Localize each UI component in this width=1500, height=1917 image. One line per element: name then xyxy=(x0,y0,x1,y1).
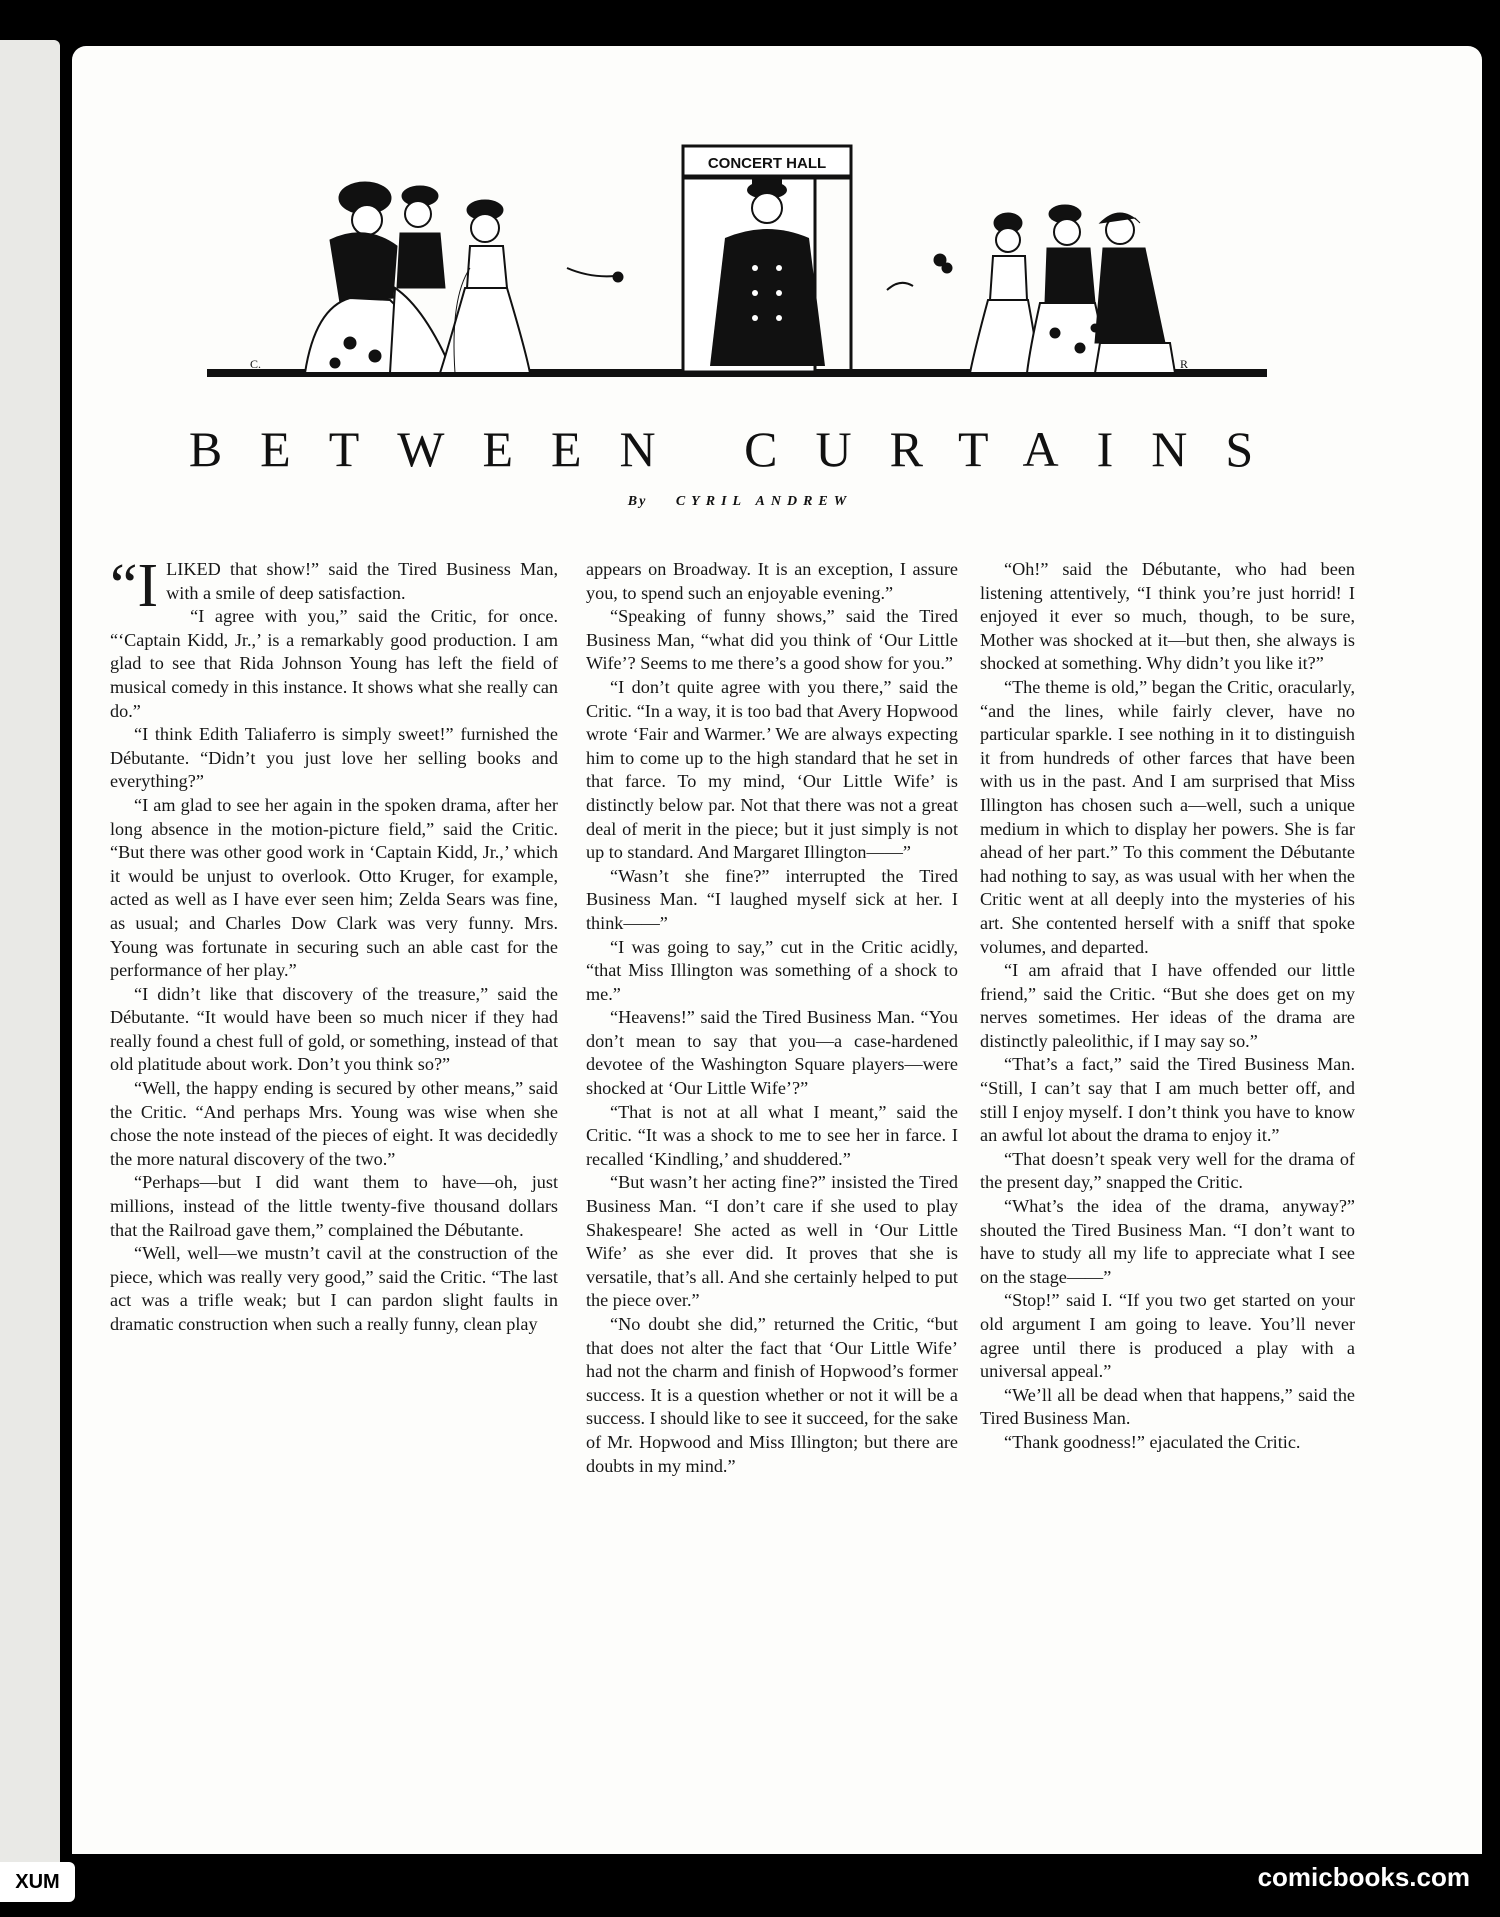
right-ladies-figure xyxy=(934,205,1175,373)
paragraph: “That is not at all what I meant,” said the Critic. “It was a shock to me to see her in farce. I recalled ‘Kindling,’ and shuddered.” xyxy=(586,1101,958,1169)
article-column-2 xyxy=(586,558,958,1478)
source-tag: XUM xyxy=(0,1862,75,1902)
paragraph: “Speaking of funny shows,” said the Tired Business Man, “what did you think of ‘Our Little Wife’? Seems to me there’s a good show for you.” xyxy=(586,606,958,674)
paragraph: “I am afraid that I have offended our little friend,” said the Critic. “But she does get on my nerves sometimes. Her ideas of the drama are distinctly paleolithic, if I may say so.” xyxy=(980,960,1355,1051)
paragraph: LIKED that show!” said the Tired Business Man, with a smile of deep satisfaction. xyxy=(166,559,558,603)
brand-watermark: comicbooks.com xyxy=(1257,1862,1470,1892)
byline-author: CYRIL ANDREW xyxy=(675,494,853,509)
article-column-1 xyxy=(110,552,558,1337)
paragraph: “The theme is old,” began the Critic, oracularly, “and the lines, while fairly clever, have no particular sparkle. I see nothing in it to distinguish it from hundreds of other farces that have been with us in the past. And I am surprised that Miss Illington has chosen such a—well, such a unique medium in which to display her powers. She is far ahead of her part.” To this comment the Débutante had nothing to say, as was usual with her when the Critic went at all deeply into the mysteries of his art. She contented herself with a sniff that spoke volumes, and departed. xyxy=(980,676,1355,957)
paragraph: “Wasn’t she fine?” interrupted the Tired Business Man. “I laughed myself sick at her. I think——” xyxy=(586,865,958,933)
article-column-3 xyxy=(980,558,1355,1455)
byline-prefix: By xyxy=(627,494,648,509)
paragraph: “Well, well—we mustn’t cavil at the construction of the piece, which was really very good,” said the Critic. “The last act was a trifle weak; but I can pardon slight faults in dramatic construction when such a really funny, clean play xyxy=(110,1243,558,1334)
book-spine xyxy=(0,40,60,1870)
paragraph: “I agree with you,” said the Critic, for once. “‘Captain Kidd, Jr.,’ is a remarkably good production. I am glad to see that Rida Johnson Young has left the field of musical comedy in this instance. It shows what she really can do.” xyxy=(110,606,558,721)
paragraph: “I didn’t like that discovery of the treasure,” said the Débutante. “It would have been so much nicer if they had really found a chest full of gold, or something, instead of that old platitude about work. Don’t you think so?” xyxy=(110,983,558,1075)
paragraph: “Thank goodness!” ejaculated the Critic. xyxy=(1004,1431,1301,1452)
byline xyxy=(110,494,1370,510)
paragraph: “Heavens!” said the Tired Business Man. “You don’t mean to say that you—a case-hardened devotee of the Washington Square players—were shocked at ‘Our Little Wife’?” xyxy=(586,1007,958,1099)
paragraph: “But wasn’t her acting fine?” insisted the Tired Business Man. “I don’t care if she used to play Shakespeare! She acted as well in ‘Our Little Wife’ as she ever did. It proves that she is versatile, that’s all. And she certainly helped to put the piece over.” xyxy=(586,1172,958,1311)
paragraph: “We’ll all be dead when that happens,” said the Tired Business Man. xyxy=(980,1384,1355,1429)
paragraph: “Well, the happy ending is secured by other means,” said the Critic. “And perhaps Mrs. Young was wise when she chose the note instead of the pieces of eight. It was decidedly the more natural discovery of the two.” xyxy=(110,1078,558,1169)
paragraph: “I don’t quite agree with you there,” said the Critic. “In a way, it is too bad that Avery Hopwood wrote ‘Fair and Warmer.’ We are always expecting him to come up to the high standard that he set in that farce. To my mind, ‘Our Little Wife’ is distinctly below par. Not that there was not a great deal of merit in the piece; but it just simply is not up to standard. And Margaret Illington——” xyxy=(586,676,958,863)
article-title: BETWEEN CURTAINS xyxy=(188,421,1292,477)
paragraph: “Oh!” said the Débutante, who had been listening attentively, “I think you’re just horrid! I enjoyed it ever so much, though, to be sure, Mother was shocked at it—but then, she always is shocked at something. Why didn’t you like it?” xyxy=(980,559,1355,674)
paragraph: “I am glad to see her again in the spoken drama, after her long absence in the motion-picture field,” said the Critic. “But there was other good work in ‘Captain Kidd, Jr.,’ which it would be unjust to overlook. Otto Kruger, for example, acted as well as I have ever seen him; Zelda Sears was fine, as usual; and Charles Dow Clark was very funny. Mrs. Young was fortunate in securing such an able cast for the performance of her play.” xyxy=(110,794,558,981)
paragraph: “That’s a fact,” said the Tired Business Man. “Still, I can’t say that I am much better off, and still I enjoy myself. I don’t think you have to know an awful lot about the drama to enjoy it.” xyxy=(980,1054,1355,1146)
drop-cap: “I xyxy=(110,552,159,620)
artist-initial-right: R xyxy=(1180,357,1189,371)
paragraph: “No doubt she did,” returned the Critic, “but that does not alter the fact that ‘Our Little Wife’ had not the charm and finish of Hopwood’s former success. It is a question whether or not it will be a success. I should like to see it succeed, for the sake of Mr. Hopwood and Miss Illington; but there are doubts in my mind.” xyxy=(586,1314,958,1476)
paragraph: “What’s the idea of the drama, anyway?” shouted the Tired Business Man. “I don’t want to have to study all my life to appreciate what I see on the stage——” xyxy=(980,1196,1355,1287)
paragraph: “I think Edith Taliaferro is simply sweet!” furnished the Débutante. “Didn’t you just love her selling books and everything?” xyxy=(110,724,558,792)
left-ladies-figure xyxy=(305,182,530,373)
artist-initial-left: C. xyxy=(250,357,262,371)
thrown-flower-right-icon xyxy=(887,283,913,290)
paragraph: “I was going to say,” cut in the Critic acidly, “that Miss Illington was something of a shock to me.” xyxy=(586,936,958,1004)
thrown-flower-icon xyxy=(567,268,623,282)
paragraph: “That doesn’t speak very well for the drama of the present day,” snapped the Critic. xyxy=(980,1148,1355,1193)
paragraph: “Stop!” said I. “If you two get started on your old argument I am going to leave. You’ll never agree until there is produced a play with a universal appeal.” xyxy=(980,1290,1355,1382)
header-illustration xyxy=(135,128,1345,390)
paragraph: appears on Broadway. It is an exception, I assure you, to spend such an enjoyable evening.” xyxy=(586,559,958,603)
paragraph: “Perhaps—but I did want them to have—oh, just millions, instead of the little twenty-five thousand dollars that the Railroad gave them,” complained the Débutante. xyxy=(110,1172,558,1240)
concert-hall-sign-text: CONCERT HALL xyxy=(707,155,827,172)
